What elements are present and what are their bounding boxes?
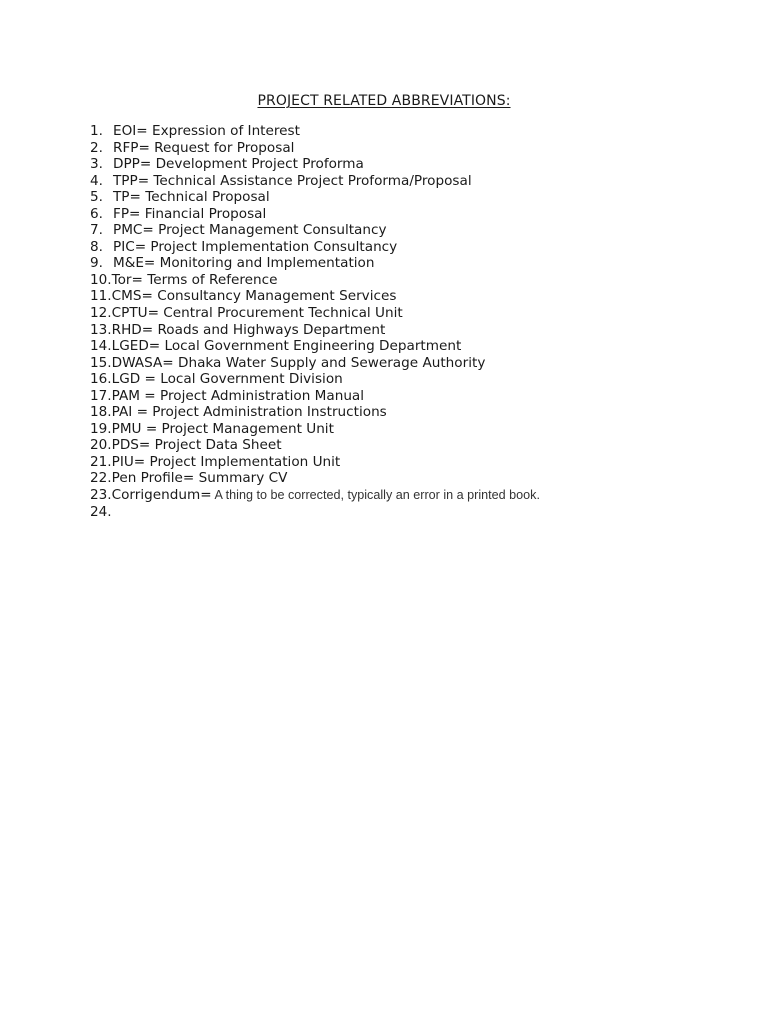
list-item [90, 272, 730, 289]
item-definition: Terms of Reference [142, 271, 278, 288]
item-definition: Project Administration Manual [155, 387, 365, 404]
item-abbreviation: PIC= [113, 238, 147, 255]
item-number: 13. [90, 321, 112, 338]
item-definition: A thing to be corrected, typically an error in a printed book. [211, 488, 540, 503]
item-definition: Project Implementation Unit [145, 453, 341, 470]
item-number: 10. [90, 271, 112, 288]
item-abbreviation: PAI = [111, 404, 148, 421]
item-abbreviation: LGD = [111, 371, 156, 388]
item-abbreviation: PIU= [111, 453, 146, 470]
item-abbreviation: RFP= [113, 139, 150, 156]
list-item [90, 338, 730, 355]
item-abbreviation: PMU = [111, 420, 158, 437]
list-item [90, 189, 730, 206]
list-item [90, 239, 730, 256]
list-item [90, 255, 730, 272]
item-number: 20. [90, 437, 112, 454]
item-definition: Project Implementation Consultancy [146, 238, 398, 255]
item-definition: Development Project Proforma [151, 156, 364, 173]
item-number: 17. [90, 387, 112, 404]
item-number: 24. [90, 503, 112, 520]
list-item [90, 388, 730, 405]
item-definition: Project Management Unit [157, 420, 334, 437]
item-number: 15. [90, 354, 112, 371]
item-number: 4. [90, 172, 103, 189]
list-item [90, 404, 730, 421]
item-number: 12. [90, 305, 112, 322]
item-abbreviation: CPTU= [111, 305, 159, 322]
title-text: PROJECT RELATED ABBREVIATIONS: [257, 93, 511, 109]
item-definition: Monitoring and Implementation [155, 255, 375, 272]
item-definition: Summary CV [194, 470, 288, 487]
item-number: 19. [90, 420, 112, 437]
item-definition: Technical Assistance Project Proforma/Proposal [149, 172, 472, 189]
item-abbreviation: FP= [113, 205, 141, 222]
document-title [0, 92, 768, 110]
item-abbreviation: PDS= [111, 437, 151, 454]
item-definition: Technical Proposal [140, 189, 270, 206]
list-item [90, 305, 730, 322]
list-item [90, 371, 730, 388]
item-definition: Expression of Interest [147, 123, 300, 139]
item-abbreviation: LGED= [111, 338, 161, 355]
item-definition: Central Procurement Technical Unit [158, 305, 403, 322]
item-number: 5. [90, 189, 103, 206]
item-definition: Dhaka Water Supply and Sewerage Authority [173, 354, 486, 371]
list-item [90, 288, 730, 305]
item-number: 1. [90, 123, 103, 139]
list-item [90, 470, 730, 487]
list-item [90, 355, 730, 372]
item-abbreviation: PAM = [111, 387, 156, 404]
item-definition: Project Data Sheet [150, 437, 282, 454]
item-abbreviation: PMC= [113, 222, 154, 239]
list-item [90, 421, 730, 438]
item-abbreviation: CMS= [111, 288, 153, 305]
list-item [90, 504, 730, 521]
item-abbreviation: RHD= [111, 321, 154, 338]
item-abbreviation: EOI= [113, 123, 148, 139]
list-item [90, 454, 730, 471]
item-definition: Local Government Division [155, 371, 343, 388]
item-abbreviation: TPP= [113, 172, 150, 189]
list-item [90, 222, 730, 239]
item-number: 6. [90, 205, 103, 222]
item-abbreviation: DWASA= [111, 354, 174, 371]
item-number: 2. [90, 139, 103, 156]
item-number: 7. [90, 222, 103, 239]
list-item [90, 322, 730, 339]
item-abbreviation: Corrigendum= [111, 487, 212, 504]
list-item [90, 487, 730, 504]
item-number: 9. [90, 255, 103, 272]
item-abbreviation: Tor= [111, 271, 143, 288]
item-definition: Financial Proposal [140, 205, 267, 222]
item-definition: Request for Proposal [149, 139, 295, 156]
item-definition: Roads and Highways Department [153, 321, 386, 338]
item-number: 3. [90, 156, 103, 173]
item-number: 14. [90, 338, 112, 355]
item-number: 21. [90, 453, 112, 470]
item-number: 11. [90, 288, 112, 305]
list-item [90, 156, 730, 173]
item-definition: Project Management Consultancy [153, 222, 387, 239]
item-number: 16. [90, 371, 112, 388]
item-number: 18. [90, 404, 112, 421]
item-definition: Project Administration Instructions [147, 404, 387, 421]
list-item [90, 437, 730, 454]
item-definition: Local Government Engineering Department [160, 338, 462, 355]
item-number: 23. [90, 487, 112, 504]
item-abbreviation: DPP= [113, 156, 152, 173]
item-number: 8. [90, 238, 103, 255]
abbreviation-list [90, 123, 730, 520]
list-item [90, 123, 730, 140]
item-definition: Consultancy Management Services [152, 288, 397, 305]
item-number: 22. [90, 470, 112, 487]
item-abbreviation: M&E= [113, 255, 156, 272]
item-abbreviation: Pen Profile= [111, 470, 195, 487]
list-item [90, 173, 730, 190]
item-abbreviation: TP= [113, 189, 141, 206]
list-item [90, 206, 730, 223]
list-item [90, 140, 730, 157]
